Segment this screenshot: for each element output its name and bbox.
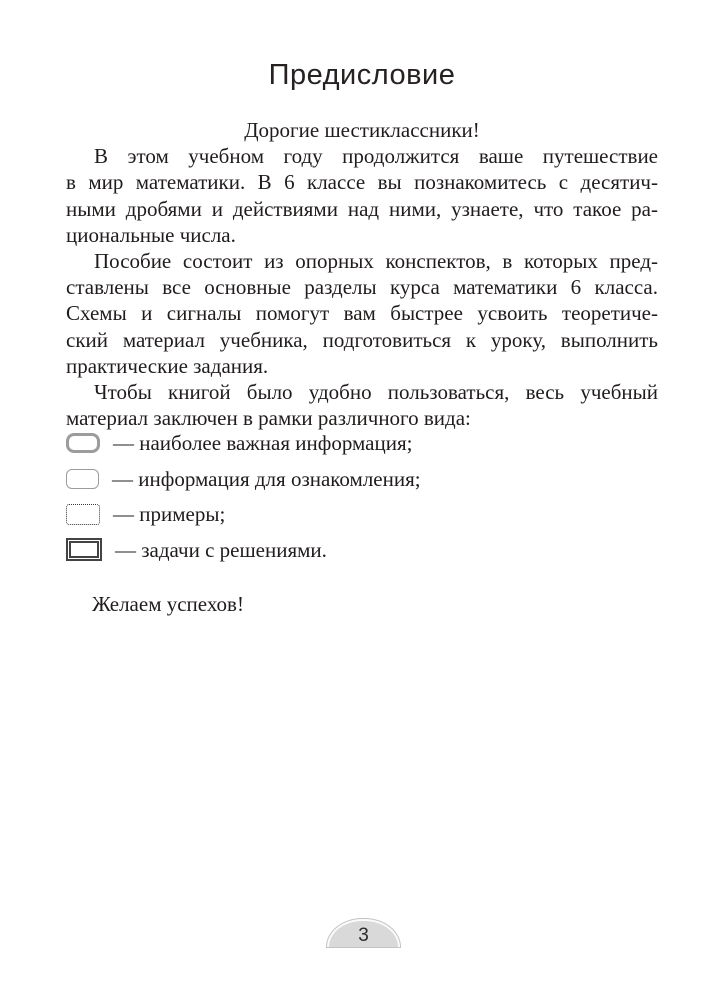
- closing-line: Желаем успехов!: [92, 592, 244, 617]
- rounded-thin-box-icon: [66, 469, 99, 489]
- page-title: Предисловие: [268, 59, 456, 91]
- paragraph: [66, 379, 658, 431]
- page-number-tab: [327, 919, 400, 947]
- text-line: Чтобы книгой было удобно пользоваться, весь учебный: [94, 380, 658, 405]
- legend-label: — примеры;: [113, 502, 226, 527]
- legend-row: [66, 496, 658, 532]
- text-line: Схемы и сигналы помогут вам быстрее усвоить теоретиче-: [66, 301, 658, 326]
- body-text: [66, 117, 658, 618]
- legend-label: — наиболее важная информация;: [113, 431, 413, 456]
- double-box-icon: [66, 538, 102, 561]
- text-line: ными дробями и действиями над ними, узнаете, что такое ра-: [66, 196, 658, 221]
- legend-row: [66, 532, 658, 568]
- text-line: В этом учебном году продолжится ваше путешествие: [94, 144, 658, 169]
- text-line: ставлены все основные разделы курса математики 6 класса.: [66, 275, 658, 300]
- greeting-line: Дорогие шестиклассники!: [244, 118, 480, 142]
- text-line: Пособие состоит из опорных конспектов, в которых пред-: [94, 249, 658, 274]
- text-line: циональные числа.: [66, 222, 236, 247]
- rounded-thick-box-icon: [66, 433, 100, 453]
- paragraph: [66, 143, 658, 248]
- page-content: [66, 0, 658, 618]
- legend-row: [66, 425, 658, 461]
- text-line: материал заключен в рамки различного вида:: [66, 406, 471, 431]
- text-line: в мир математики. В 6 классе вы познакомитесь с десятич-: [66, 170, 658, 195]
- dotted-box-icon: [66, 504, 100, 525]
- text-line: ский материал учебника, подготовиться к уроку, выполнить: [66, 327, 658, 352]
- paragraph: [66, 248, 658, 379]
- page-number: 3: [358, 924, 369, 946]
- legend-label: — информация для ознакомления;: [112, 466, 421, 491]
- frame-legend: [66, 425, 658, 567]
- text-line: практические задания.: [66, 353, 269, 378]
- legend-label: — задачи с решениями.: [115, 537, 327, 562]
- legend-row: [66, 461, 658, 497]
